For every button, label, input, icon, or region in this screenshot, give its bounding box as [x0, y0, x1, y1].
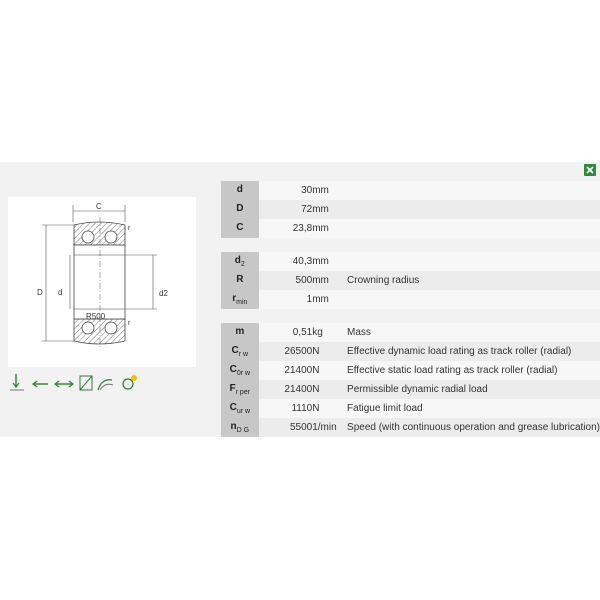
spec-description: Effective dynamic load rating as track roller (radial): [347, 342, 600, 361]
spec-symbol: R: [221, 271, 259, 290]
spec-symbol: d: [221, 181, 259, 200]
dim-label-r-bottom: r: [128, 320, 131, 327]
spec-description: [347, 252, 600, 271]
speed-icon: [98, 380, 113, 390]
lubrication-icon: [123, 375, 137, 389]
spec-value: 0,51: [259, 323, 313, 342]
spec-description: Speed (with continuous operation and grease lubrication): [347, 418, 600, 437]
spec-unit: N: [312, 380, 347, 399]
spec-description: Effective static load rating as track roller (radial): [347, 361, 600, 380]
bearing-drawing: [8, 197, 196, 367]
spec-row: [221, 380, 600, 399]
spec-unit: mm: [312, 200, 347, 219]
radial-load-icon: [10, 374, 24, 390]
spec-description: Crowning radius: [347, 271, 600, 290]
dim-label-D: D: [37, 288, 43, 297]
spec-description: Mass: [347, 323, 600, 342]
spec-unit: kg: [312, 323, 347, 342]
spec-unit: N: [312, 361, 347, 380]
dim-label-d2: d2: [159, 289, 168, 298]
spec-description: [347, 181, 600, 200]
spec-description: Permissible dynamic radial load: [347, 380, 600, 399]
spec-row: [221, 342, 600, 361]
bearing-cross-section: [8, 197, 196, 367]
dim-label-d: d: [58, 288, 63, 297]
dim-label-c: C: [96, 202, 102, 211]
spec-unit: mm: [312, 252, 347, 271]
spec-symbol: $r_{min}$: [221, 290, 259, 309]
spec-unit: mm: [312, 219, 347, 238]
spec-row: [221, 361, 600, 380]
spec-row: [221, 252, 600, 271]
spec-row: [221, 271, 600, 290]
spec-value: 5500: [259, 418, 313, 437]
spec-unit: mm: [312, 271, 347, 290]
spec-value: 23,8: [259, 219, 313, 238]
spec-row: [221, 290, 600, 309]
misalignment-icon: [80, 376, 92, 390]
spec-value: 40,3: [259, 252, 313, 271]
spec-symbol: $d_2$: [221, 252, 259, 271]
spec-description: Fatigue limit load: [347, 399, 600, 418]
spec-row: [221, 323, 600, 342]
excel-export-icon[interactable]: [584, 164, 596, 176]
property-icons: [10, 372, 140, 394]
group-spacer: [221, 309, 600, 323]
spec-unit: mm: [312, 181, 347, 200]
spec-value: 1: [259, 290, 313, 309]
spec-symbol: D: [221, 200, 259, 219]
spec-description: [347, 219, 600, 238]
spec-value: 72: [259, 200, 313, 219]
spec-row: [221, 418, 600, 437]
spec-value: 1110: [259, 399, 313, 418]
spec-value: 26500: [259, 342, 313, 361]
spec-value: 21400: [259, 361, 313, 380]
spec-symbol: m: [221, 323, 259, 342]
spec-description: [347, 200, 600, 219]
spec-row: [221, 399, 600, 418]
spec-unit: mm: [312, 290, 347, 309]
specifications-table: [221, 181, 600, 437]
spec-unit: 1/min: [312, 418, 347, 437]
spec-unit: N: [312, 399, 347, 418]
spec-symbol: $C_{ur w}$: [221, 399, 259, 418]
spec-unit: N: [312, 342, 347, 361]
dim-label-r-top: r: [128, 225, 131, 232]
spec-symbol: $C_{r w}$: [221, 342, 259, 361]
spec-symbol: C: [221, 219, 259, 238]
spec-value: 30: [259, 181, 313, 200]
spec-symbol: $C_{0r w}$: [221, 361, 259, 380]
spec-description: [347, 290, 600, 309]
spec-value: 500: [259, 271, 313, 290]
spec-value: 21400: [259, 380, 313, 399]
group-spacer: [221, 238, 600, 252]
spec-row: [221, 200, 600, 219]
axial-load-both-icon: [55, 381, 73, 387]
spec-symbol: $F_{r per}$: [221, 380, 259, 399]
spec-row: [221, 219, 600, 238]
spec-symbol: $n_{D G}$: [221, 418, 259, 437]
dim-label-r500: R500: [86, 312, 106, 321]
axial-load-left-icon: [33, 381, 48, 387]
spec-row: [221, 181, 600, 200]
